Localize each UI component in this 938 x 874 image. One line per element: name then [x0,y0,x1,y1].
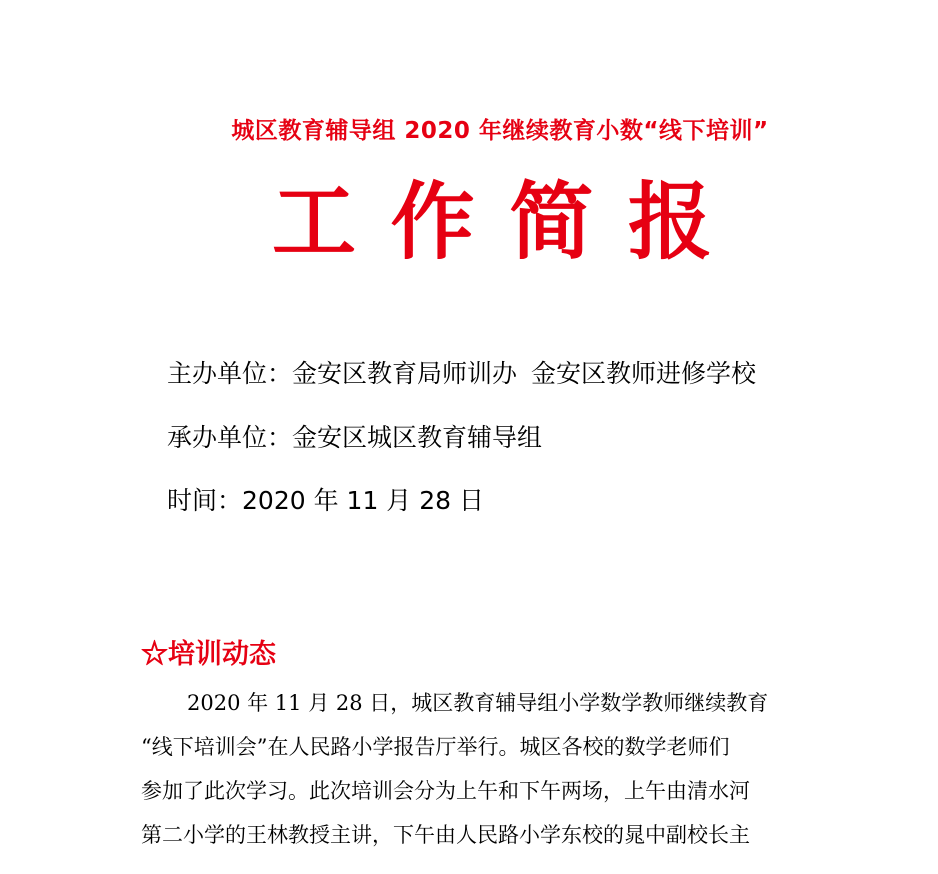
organizer-line [167,354,756,390]
host-value: 金安区城区教育辅导组 [292,423,543,452]
time-line [167,481,484,517]
time-value: 2020 年 11 月 28 日 [242,486,484,515]
title-char: 作 [390,172,475,271]
title-char: 工 [272,172,357,271]
host-label: 承办单位： [167,423,293,452]
organizer-value-2: 金安区教师进修学校 [531,359,757,388]
body-line: “线下培训会”在人民路小学报告厅举行。城区各校的数学老师们 [141,735,730,759]
bulletin-title [272,172,712,272]
title-char: 报 [627,172,712,271]
bulletin-subtitle: 城区教育辅导组 2020 年继续教育小数“线下培训” [231,118,769,144]
host-line [167,418,542,454]
body-line: 2020 年 11 月 28 日，城区教育辅导组小学数学教师继续教育 [187,691,769,715]
organizer-label: 主办单位： [167,359,293,388]
title-char: 简 [509,172,594,271]
organizer-value-1: 金安区教育局师训办 [292,359,518,388]
body-line: 第二小学的王林教授主讲，下午由人民路小学东校的晁中副校长主 [141,823,750,847]
time-label: 时间： [167,486,243,515]
section-heading: ☆培训动态 [141,639,276,670]
body-line: 参加了此次学习。此次培训会分为上午和下午两场，上午由清水河 [141,779,750,803]
section-body [141,681,831,857]
